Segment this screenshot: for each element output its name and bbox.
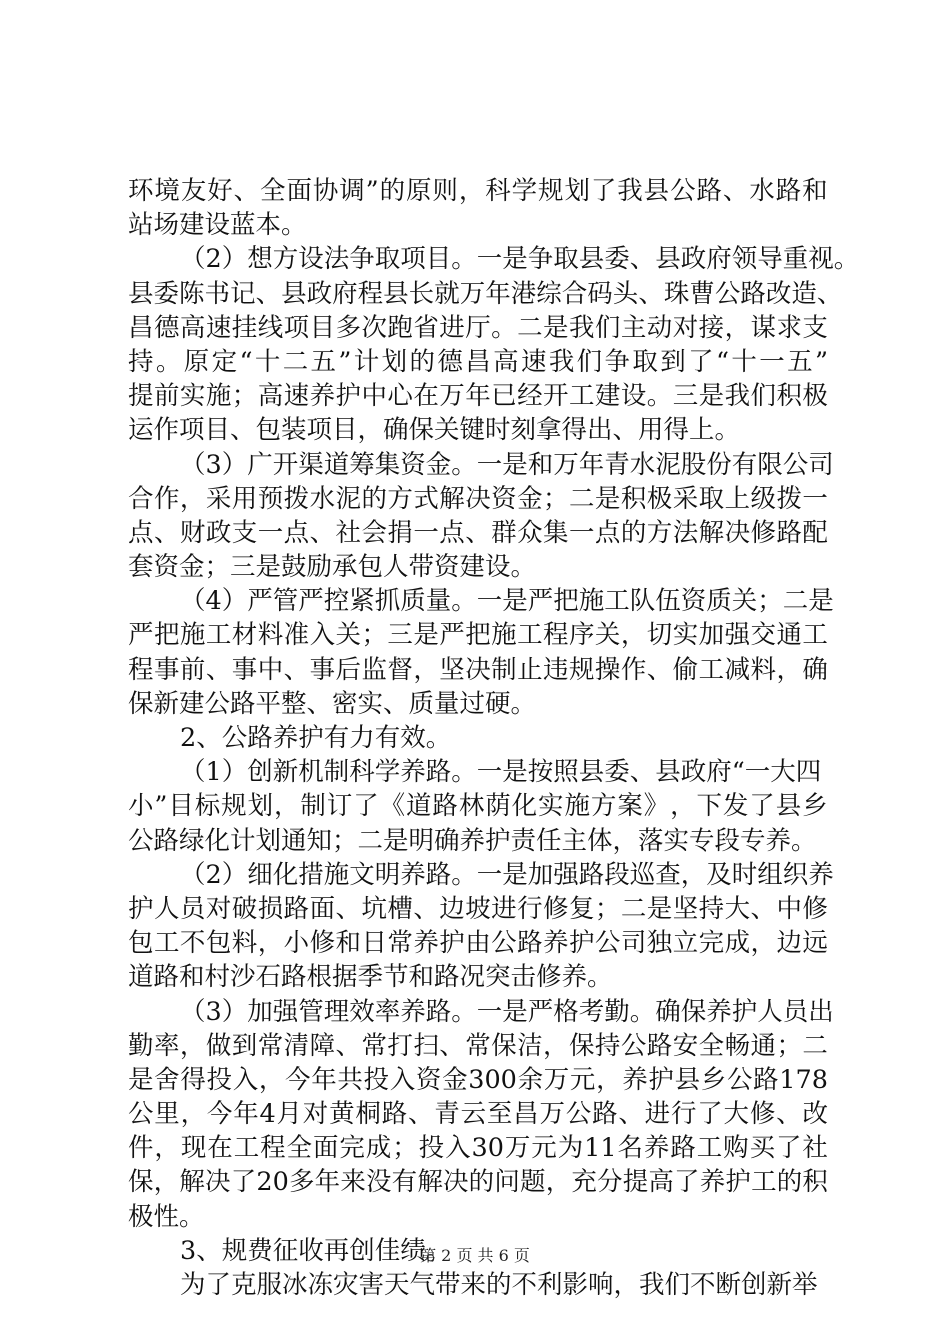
document-body (128, 174, 860, 1302)
text-line: 护 人 员 对 破 损 路 面 、 坑 槽 、 边 坡 进 行 修 复 ； 二 是 坚 持 大 、 中 修 (128, 893, 828, 924)
text-line: 县 委 陈 书 记 、 县 政 府 程 县 长 就 万 年 港 综 合 码 头 、 珠 曹 公 路 改 造 、 (128, 278, 843, 309)
text-line: 保 ， 解 决 了 20 多 年 来 没 有 解 决 的 问 题 ， 充 分 提 高 了 养 护 工 的 积 (128, 1167, 828, 1198)
text-line: 运作项目、包装项目，确保关键时刻拿得出、用得上。 (128, 415, 741, 446)
paragraph-heading: （2）想方设法争取项目。一是争取县委、县政府领导重视。 (180, 244, 860, 275)
text-line: 环 境 友 好 、 全 面 协 调 ” 的 原 则 ， 科 学 规 划 了 我 县 公 路 、 水 路 和 (128, 176, 828, 206)
text-line: 合 作 ， 采 用 预 拨 水 泥 的 方 式 解 决 资 金 ； 二 是 积 极 采 取 上 级 拨 一 (128, 483, 828, 514)
text-line: 保新建公路平整、密实、质量过硬。 (128, 688, 537, 719)
section-heading: 2、公路养护有力有效。 (180, 723, 452, 753)
paragraph-heading: （1）创新机制科学养路。一是按照县委、县政府“一大四 (180, 757, 822, 788)
text-line: 公 里 ， 今 年 4 月 对 黄 桐 路 、 青 云 至 昌 万 公 路 、 进 行 了 大 修 、 改 (128, 1099, 828, 1130)
paragraph-heading: （2）细化措施文明养路。一是加强路段巡查，及时组织养 (180, 859, 834, 890)
text-line: 严 把 施 工 材 料 准 入 关 ； 三 是 严 把 施 工 程 序 关 ， 切 实 加 强 交 通 工 (128, 620, 828, 651)
paragraph-heading: （3）广开渠道筹集资金。一是和万年青水泥股份有限公司 (180, 449, 834, 480)
section-heading: 3、规费征收再创佳绩。 (180, 1235, 452, 1266)
text-line: 为了克服冰冻灾害天气带来的不利影响，我们不断创新举 (180, 1270, 818, 1300)
text-line: 件 ， 现 在 工 程 全 面 完 成 ； 投 入 30 万 元 为 11 名 养 路 工 购 买 了 社 (128, 1133, 828, 1164)
text-line: 勤 率 ， 做 到 常 清 障 、 常 打 扫 、 常 保 洁 ， 保 持 公 路 安 全 畅 通 ； 二 (128, 1030, 828, 1061)
paragraph-heading: （4）严管严控紧抓质量。一是严把施工队伍资质关；二是 (180, 586, 834, 617)
text-line: 是 舍 得 投 入 ， 今 年 共 投 入 资 金 300 余 万 元 ， 养 护 县 乡 公 路 178 (128, 1064, 828, 1095)
text-line: 昌 德 高 速 挂 线 项 目 多 次 跑 省 进 厅 。 二 是 我 们 主 动 对 接 ， 谋 求 支 (128, 312, 828, 343)
text-line: 点 、 财 政 支 一 点 、 社 会 捐 一 点 、 群 众 集 一 点 的 方 法 解 决 修 路 配 (128, 517, 828, 548)
text-line: 道路和村沙石路根据季节和路况突击修养。 (128, 962, 613, 993)
text-line: 提 前 实 施 ； 高 速 养 护 中 心 在 万 年 已 经 开 工 建 设 。 三 是 我 们 积 极 (128, 381, 828, 412)
text-line: 站场建设蓝本。 (128, 210, 307, 241)
text-line: 公路绿化计划通知；二是明确养护责任主体，落实专段专养。 (128, 825, 817, 856)
text-line: 包 工 不 包 料 ， 小 修 和 日 常 养 护 由 公 路 养 护 公 司 独 立 完 成 ， 边 远 (128, 928, 828, 959)
paragraph-heading: （3）加强管理效率养路。一是严格考勤。确保养护人员出 (180, 996, 834, 1027)
page-footer (0, 1243, 950, 1266)
text-line: 极性。 (128, 1201, 205, 1232)
text-line: 程 事 前 、 事 中 、 事 后 监 督 ， 坚 决 制 止 违 规 操 作 、 偷 工 减 料 ， 确 (128, 654, 828, 685)
text-line: 套资金；三是鼓励承包人带资建设。 (128, 552, 537, 583)
text-line: 持 。 原 定 “ 十 二 五 ” 计 划 的 德 昌 高 速 我 们 争 取 到 了 “ 十 一 五 ” (128, 346, 828, 377)
page-number: 第 2 页 共 6 页 (420, 1246, 530, 1265)
text-line: 小 ” 目 标 规 划 ， 制 订 了 《 道 路 林 荫 化 实 施 方 案 》 ， 下 发 了 县 乡 (128, 791, 828, 822)
